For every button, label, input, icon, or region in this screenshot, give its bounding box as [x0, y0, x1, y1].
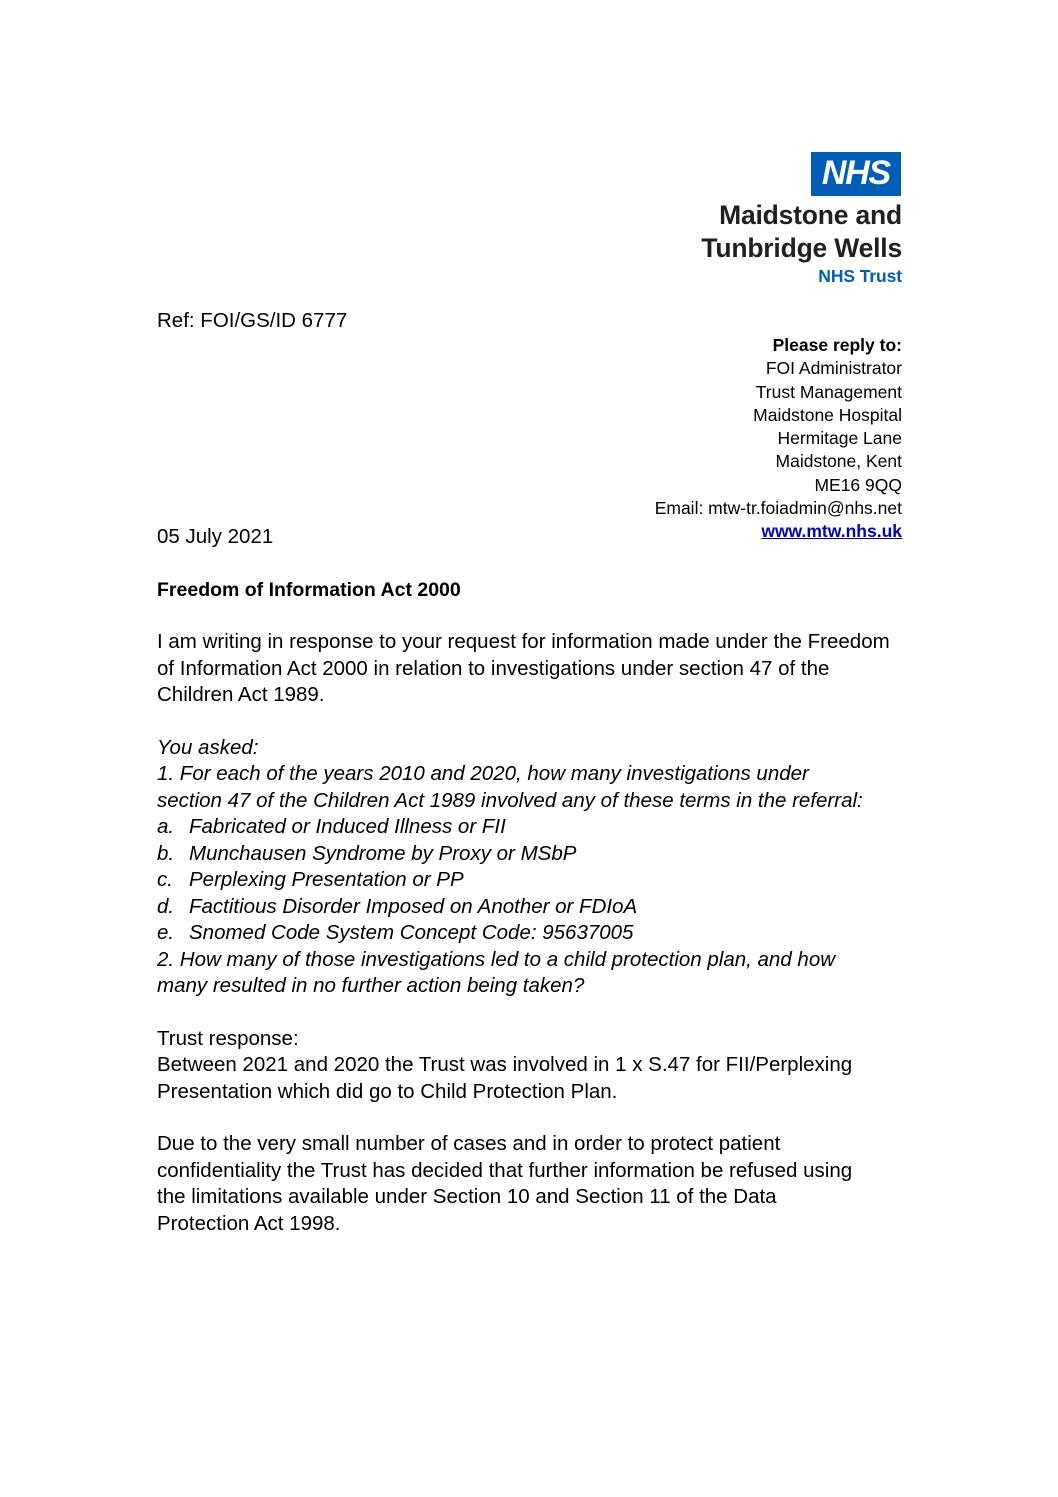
trust-response-line: Presentation which did go to Child Protection Plan.: [157, 1079, 618, 1103]
trust-response-line: Between 2021 and 2020 the Trust was involved in 1 x S.47 for FII/Perplexing: [157, 1053, 853, 1076]
closing-line: the limitations available under Section 10 and Section 11 of the Data: [157, 1185, 777, 1208]
question-1-line: section 47 of the Children Act 1989 involved any of these terms in the referral:: [157, 788, 863, 812]
reply-to-line: ME16 9QQ: [814, 474, 902, 495]
intro-line: I am writing in response to your request for information made under the: [157, 630, 802, 653]
reply-to-line: Hermitage Lane: [777, 428, 902, 449]
you-asked-label: You asked:: [157, 735, 259, 759]
list-item: [157, 867, 905, 894]
closing-line: Protection Act 1998.: [157, 1211, 341, 1235]
closing-paragraph: [157, 1131, 905, 1237]
list-item-label: Snomed Code System Concept Code: 95637005: [189, 921, 634, 944]
list-item-label: Munchausen Syndrome by Proxy or MSbP: [189, 841, 577, 865]
trust-suffix-label: NHS Trust: [818, 266, 902, 286]
trust-name-line-1: Maidstone and: [719, 200, 902, 230]
closing-line: Due to the very small number of cases and in order to protect patient: [157, 1132, 781, 1155]
question-2-line: many resulted in no further action being taken?: [157, 974, 585, 997]
reply-to-line: Trust Management: [755, 381, 902, 402]
list-item-marker: a.: [157, 815, 175, 838]
trust-response-section: [157, 1026, 905, 1106]
reply-to-line: Maidstone, Kent: [775, 451, 902, 472]
list-item-label: Perplexing Presentation or PP: [189, 868, 464, 891]
you-asked-section: [157, 735, 905, 1000]
nhs-logo-badge: [811, 152, 901, 196]
list-item-marker: c.: [157, 868, 173, 891]
nhs-trust-logo: [572, 152, 902, 286]
intro-line: Freedom of Information Act 2000 in relation to investigations under section 47: [157, 630, 890, 680]
list-item: [157, 841, 905, 868]
trust-name-line-2: Tunbridge Wells: [701, 233, 902, 263]
list-item: [157, 814, 905, 841]
list-item: [157, 920, 905, 947]
letter-date: 05 July 2021: [157, 525, 274, 548]
list-item-marker: b.: [157, 841, 175, 865]
list-item-label: Fabricated or Induced Illness or FII: [189, 815, 506, 838]
intro-line: of the Children Act 1989.: [157, 656, 830, 706]
reply-to-heading: Please reply to:: [772, 335, 902, 355]
reply-to-address-block: [655, 334, 902, 544]
nhs-logo-text: NHS: [821, 154, 890, 192]
trust-website-link[interactable]: www.mtw.nhs.uk: [761, 521, 902, 542]
closing-line: confidentiality the Trust has decided that further information be refused using: [157, 1158, 853, 1182]
list-item-marker: d.: [157, 894, 175, 918]
question-1-line: 1. For each of the years 2010 and 2020, how many investigations under: [157, 762, 809, 785]
reply-to-email: Email: mtw-tr.foiadmin@nhs.net: [654, 498, 902, 519]
list-item-label: Factitious Disorder Imposed on Another or FDIoA: [189, 894, 638, 918]
trust-response-label: Trust response:: [157, 1026, 299, 1050]
question-2-line: 2. How many of those investigations led to a child protection plan, and how: [157, 947, 836, 971]
subject-heading: Freedom of Information Act 2000: [157, 579, 461, 601]
reply-to-line: FOI Administrator: [765, 358, 902, 379]
reply-to-line: Maidstone Hospital: [753, 404, 902, 425]
intro-paragraph: [157, 629, 905, 709]
list-item: [157, 894, 905, 921]
letter-body: [157, 524, 905, 1237]
list-item-marker: e.: [157, 921, 175, 944]
reference-line: Ref: FOI/GS/ID 6777: [157, 309, 348, 332]
